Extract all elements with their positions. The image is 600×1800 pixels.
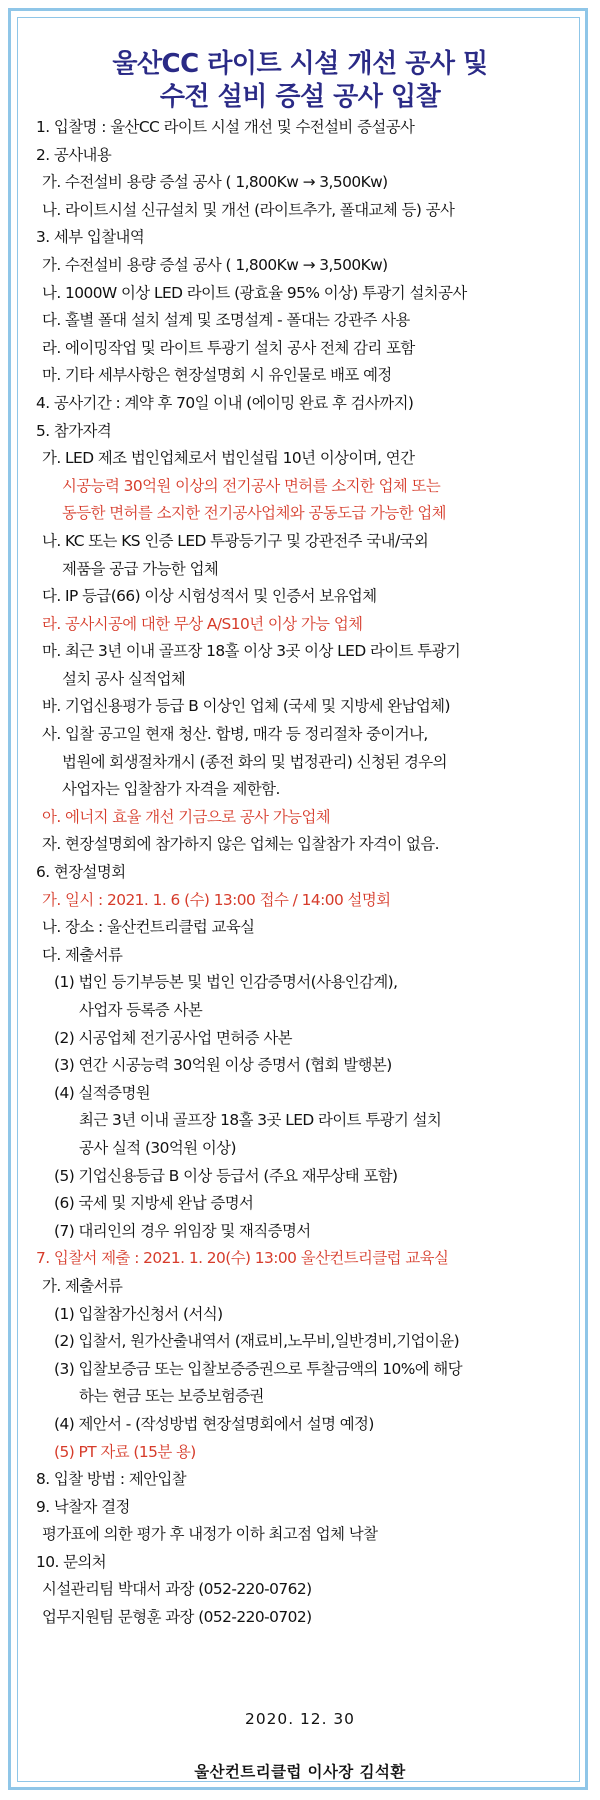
- list-item: 평가표에 의한 평가 후 내정가 이하 최고점 업체 낙찰: [42, 1525, 378, 1544]
- list-item: 사. 입찰 공고일 현재 청산. 합병, 매각 등 정리절차 중이거나,: [42, 725, 428, 744]
- sub-item: (6) 국세 및 지방세 완납 증명서: [54, 1194, 254, 1213]
- sub-item: (1) 입찰참가신청서 (서식): [54, 1304, 223, 1323]
- sub-item: (2) 입찰서, 원가산출내역서 (재료비,노무비,일반경비,기업이윤): [54, 1332, 460, 1351]
- contact-line: 시설관리팀 박대서 과장 (052-220-0762): [42, 1580, 312, 1599]
- notice-body: [36, 114, 572, 1632]
- section-5-heading: 5. 참가자격: [36, 421, 112, 440]
- list-item: 바. 기업신용평가 등급 B 이상인 업체 (국세 및 지방세 완납업체): [42, 697, 450, 716]
- list-item: 법원에 회생절차개시 (종전 화의 및 법정관리) 신청된 경우의: [62, 752, 447, 771]
- sub-item: (2) 시공업체 전기공사업 면허증 사본: [54, 1028, 292, 1047]
- section-7-submission: 7. 입찰서 제출 : 2021. 1. 20(수) 13:00 울산컨트리클럽 교육실: [36, 1249, 449, 1268]
- list-item: 가. 수전설비 용량 증설 공사 ( 1,800Kw → 3,500Kw): [42, 255, 388, 274]
- section-4-period: 4. 공사기간 : 계약 후 70일 이내 (에이밍 완료 후 검사까지): [36, 393, 414, 412]
- list-item-highlight: 아. 에너지 효율 개선 기금으로 공사 가능업체: [42, 807, 331, 826]
- contact-line: 업무지원팀 문형훈 과장 (052-220-0702): [42, 1608, 312, 1627]
- section-3-heading: 3. 세부 입찰내역: [36, 228, 145, 247]
- sub-item-highlight: (5) PT 자료 (15분 용): [54, 1442, 196, 1461]
- sub-item: (5) 기업신용등급 B 이상 등급서 (주요 재무상태 포함): [54, 1166, 398, 1185]
- section-10-heading: 10. 문의처: [36, 1552, 107, 1571]
- list-item: 다. 홀별 폴대 설치 설계 및 조명설계 - 폴대는 강관주 사용: [42, 311, 410, 330]
- sub-item: 하는 현금 또는 보증보험증권: [79, 1387, 264, 1406]
- sub-item: (4) 실적증명원: [54, 1083, 151, 1102]
- section-6-heading: 6. 현장설명회: [36, 863, 126, 882]
- sub-item: (7) 대리인의 경우 위임장 및 재직증명서: [54, 1221, 311, 1240]
- section-1-bid-name: 1. 입찰명 : 울산CC 라이트 시설 개선 및 수전설비 증설공사: [36, 118, 415, 136]
- list-item: 나. 장소 : 울산컨트리클럽 교육실: [42, 918, 255, 937]
- title-line-2: 수전 설비 증설 공사 입찰: [159, 82, 441, 112]
- list-item-highlight: 라. 공사시공에 대한 무상 A/S10년 이상 가능 업체: [42, 614, 363, 633]
- list-item: 나. 라이트시설 신규설치 및 개선 (라이트추가, 폴대교체 등) 공사: [42, 200, 455, 219]
- sub-item: (3) 입찰보증금 또는 입찰보증증권으로 투찰금액의 10%에 해당: [54, 1359, 463, 1378]
- sub-item: (4) 제안서 - (작성방법 현장설명회에서 설명 예정): [54, 1414, 374, 1433]
- list-item: 설치 공사 실적업체: [62, 669, 186, 688]
- list-item: 자. 현장설명회에 참가하지 않은 업체는 입찰참가 자격이 없음.: [42, 835, 440, 854]
- list-item: 다. 제출서류: [42, 945, 123, 964]
- list-item: 나. 1000W 이상 LED 라이트 (광효율 95% 이상) 투광기 설치공사: [42, 283, 467, 302]
- list-item: 가. 제출서류: [42, 1276, 123, 1295]
- section-9-heading: 9. 낙찰자 결정: [36, 1497, 130, 1516]
- sub-item: 공사 실적 (30억원 이상): [79, 1138, 236, 1157]
- list-item-highlight: 가. 일시 : 2021. 1. 6 (수) 13:00 접수 / 14:00 설명회: [42, 890, 391, 909]
- title-line-1: 울산CC 라이트 시설 개선 공사 및: [112, 49, 488, 79]
- section-8-method: 8. 입찰 방법 : 제안입찰: [36, 1470, 187, 1489]
- sub-item: 최근 3년 이내 골프장 18홀 3곳 LED 라이트 투광기 설치: [79, 1111, 442, 1130]
- list-item: 다. IP 등급(66) 이상 시험성적서 및 인증서 보유업체: [42, 587, 377, 606]
- list-item: 라. 에이밍작업 및 라이트 투광기 설치 공사 전체 감리 포함: [42, 338, 415, 357]
- notice-title: [0, 48, 600, 114]
- list-item-highlight: 시공능력 30억원 이상의 전기공사 면허를 소지한 업체 또는: [62, 476, 441, 495]
- list-item: 마. 기타 세부사항은 현장설명회 시 유인물로 배포 예정: [42, 366, 392, 385]
- list-item: 마. 최근 3년 이내 골프장 18홀 이상 3곳 이상 LED 라이트 투광기: [42, 642, 461, 661]
- list-item-highlight: 동등한 면허를 소지한 전기공사업체와 공동도급 가능한 업체: [62, 504, 446, 523]
- sub-item: (1) 법인 등기부등본 및 법인 인감증명서(사용인감계),: [54, 973, 398, 992]
- list-item: 나. KC 또는 KS 인증 LED 투광등기구 및 강관전주 국내/국외: [42, 531, 429, 550]
- notice-date: 2020. 12. 30: [245, 1710, 355, 1728]
- sub-item: 사업자 등록증 사본: [79, 1001, 203, 1019]
- list-item: 가. 수전설비 용량 증설 공사 ( 1,800Kw → 3,500Kw): [42, 173, 388, 192]
- list-item: 사업자는 입찰참가 자격을 제한함.: [62, 780, 280, 799]
- issuer-signature: 울산컨트리클럽 이사장 김석환: [194, 1763, 406, 1781]
- section-2-heading: 2. 공사내용: [36, 145, 112, 164]
- sub-item: (3) 연간 시공능력 30억원 이상 증명서 (협회 발행본): [54, 1056, 392, 1075]
- list-item: 가. LED 제조 법인업체로서 법인설립 10년 이상이며, 연간: [42, 449, 415, 468]
- list-item: 제품을 공급 가능한 업체: [62, 559, 219, 578]
